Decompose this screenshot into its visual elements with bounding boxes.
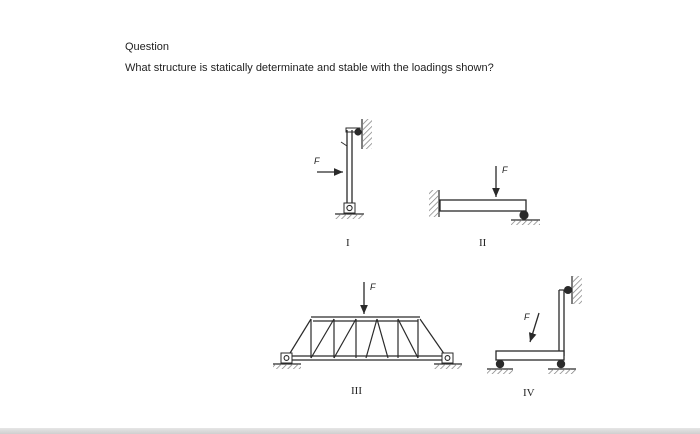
structure-1-base-pin (347, 205, 352, 210)
structure-2-ground (511, 220, 540, 225)
structure-2-wall (429, 190, 438, 217)
question-heading: Question (125, 41, 170, 53)
structure-3 (287, 317, 447, 360)
structure-1-numeral: I (346, 237, 350, 249)
structure-2-load-label: F (502, 165, 508, 175)
structure-1-wall (363, 119, 372, 149)
structure-2-numeral: II (479, 237, 487, 249)
structure-4-beam (496, 351, 564, 360)
structure-4-wall (573, 276, 582, 304)
structure-4-wall-roller (564, 286, 572, 294)
structure-3-numeral: III (351, 385, 362, 397)
structure-1-ground (335, 214, 364, 219)
structure-2-beam (440, 200, 526, 211)
structure-3-load-label: F (370, 282, 376, 292)
structure-4-numeral: IV (523, 387, 535, 399)
structure-2-roller (519, 210, 528, 219)
structure-3-right-pin (445, 356, 450, 361)
structure-1 (314, 119, 372, 249)
structure-1-top-roller (354, 128, 361, 135)
structure-4-load-arrow (530, 313, 539, 342)
structure-1-load-label: F (314, 156, 320, 166)
structure-4-load-label: F (524, 312, 530, 322)
structure-4-left-roller (496, 360, 504, 368)
structure-3-left-pin (284, 356, 289, 361)
structure-4 (487, 276, 582, 399)
structure-2 (429, 165, 540, 249)
structure-4-right-roller (557, 360, 565, 368)
question-prompt: What structure is statically determinate and stable with the loadings shown? (125, 62, 494, 74)
